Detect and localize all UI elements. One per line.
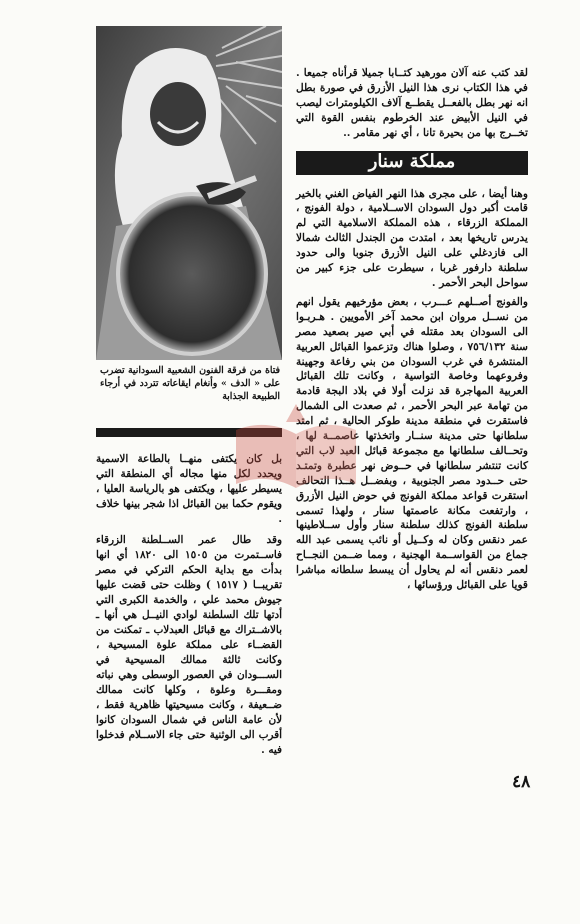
section-heading-band xyxy=(296,151,528,175)
body-paragraph-4: وقد طال عمر الســلطنة الزرقاء فاســتمرت من ١٥٠٥ الى ١٨٢٠ أي انها بدأت مع بداية الحكم التركي في مصر تقريبــا ( ١٥١٧ ) وظلت حتى قضت عليها جيوش محمد علي ، والخدمة الكبرى التي أدتها تلك السلطنة لوادي النيــل هي أنها ـ بالاشــتراك مع قبائل العبدلاب ـ تمكنت من القضــاء على مملكة علوة المسيحية ، وكانت ثالثة ممالك المسيحية في الســـودان في العصور الوسطى وهي نباته ومقـــرة وعلوة ، وكلها كانت ممالك ضــعيفة ، وكانت مسيحيتها ظاهرية فقط ، لأن عامة الناس في شمال السودان كانوا أقرب الى الوثنية حتى جاء الاســلام فدخلوا فيه . xyxy=(96,534,283,756)
right-text-column xyxy=(296,66,528,597)
article-photo xyxy=(96,26,282,360)
photo-caption: فتاة من فرقة الفنون الشعبية السودانية تضرب على « الدف » وأنغام ايقاعاته تتردد في أرجاء الطبيعة الجذابة xyxy=(100,365,280,402)
left-text-column xyxy=(96,452,282,764)
body-paragraph-1: وهنا أيضا ، على مجرى هذا النهر الفياض الغني بالخير قامت أكبر دول السودان الاســلامية ، دولة الفونج ، المملكة الزرقاء ، هذه المملكة الاسلامية التي لم يدرس تاريخها بعد ، امتدت من الجندل الثالث شمالا الى فازدغلي على النيل الأزرق جنوبا والى حدود سلطنة دارفور غربا ، سيطرت على جزء كبير من سواحل البحر الأحمر . xyxy=(296,187,528,289)
intro-paragraph: لقد كتب عنه آلان مورهيد كتــابا جميلا قرأناه جميعا . في هذا الكتاب نرى هذا النيل الأزرق في صورة بطل انه نهر بطل بالفعــل يقطــع آلاف الكيلومترات ليصب في النيل الأبيض عند الخرطوم بنفس القوة التي تخــرج بها من بحيرة تانا ، أي نهر مقامر .. xyxy=(296,67,528,139)
page-number: ٤٨ xyxy=(512,772,531,792)
section-heading: مملكة سنار xyxy=(368,151,456,173)
watermark-book-icon xyxy=(226,400,366,494)
photo-drummer-girl xyxy=(96,26,282,360)
body-paragraph-2: والفونج أصــلهم عـــرب ، بعض مؤرخيهم يقول انهم من نســل مروان ابن محمد آخر الأمويين . هـربـوا الى السودان بعد مقتله في أبي صير بصعيد مصر سنة ٧٥٦/١٣٢ ، وصلوا هناك وتزعموا القبائل العربية المنتشرة في غرب السودان من بني رفاعة وجهينة وفروعهما وخاصة التواسية ، وكانت تلك القبائل العربية المهاجرة قد نزلت أولا في بلاد البجة قادمة من تهامة عبر البحر الأحمر ، ثم صعدت الى الشمال فاستقرت في منطقة مدينة طوكر الحالية ، ثم امتد سلطانها حتى مدينة سنــار واتخذتها عاصمــة لها ، وتحــالف سلطانها مع مجموعة قبائل العبد لاب التي كانت تنتشر سلطانها في حــوض نهر عطبرة وتمتـد حتى حــدود مصر الجنوبية ، وبفضــل هــذا التحالف استقرت قواعد مملكة الفونج في حوض النيل الأزرق ، وارتفعت مكانة عاصمتها سنار ، ولهذا تسمى سلطنة الفونج كذلك سلطنة سنار وأول ســلاطينها عمر دنقس وكان له وكــيل أو نائب يسمى عبد الله جماع من القواســمة الهجنية ، ومما ضــمن النجــاح لعمر دنقس أنه لم يحاول أن يبسط سلطانه مباشرا قويا على القبائل ورؤسائها ، xyxy=(296,295,528,592)
body-paragraph-3: بل كان يكتفى منهــا بالطاعة الاسمية ويحدد لكل منها مجاله أي المنطقة التي يسيطر عليها ، ويكتفى هو بالرياسة العليا ، ويقوم حكما بين القبائل اذا شجر بينها خلاف . xyxy=(96,453,282,525)
